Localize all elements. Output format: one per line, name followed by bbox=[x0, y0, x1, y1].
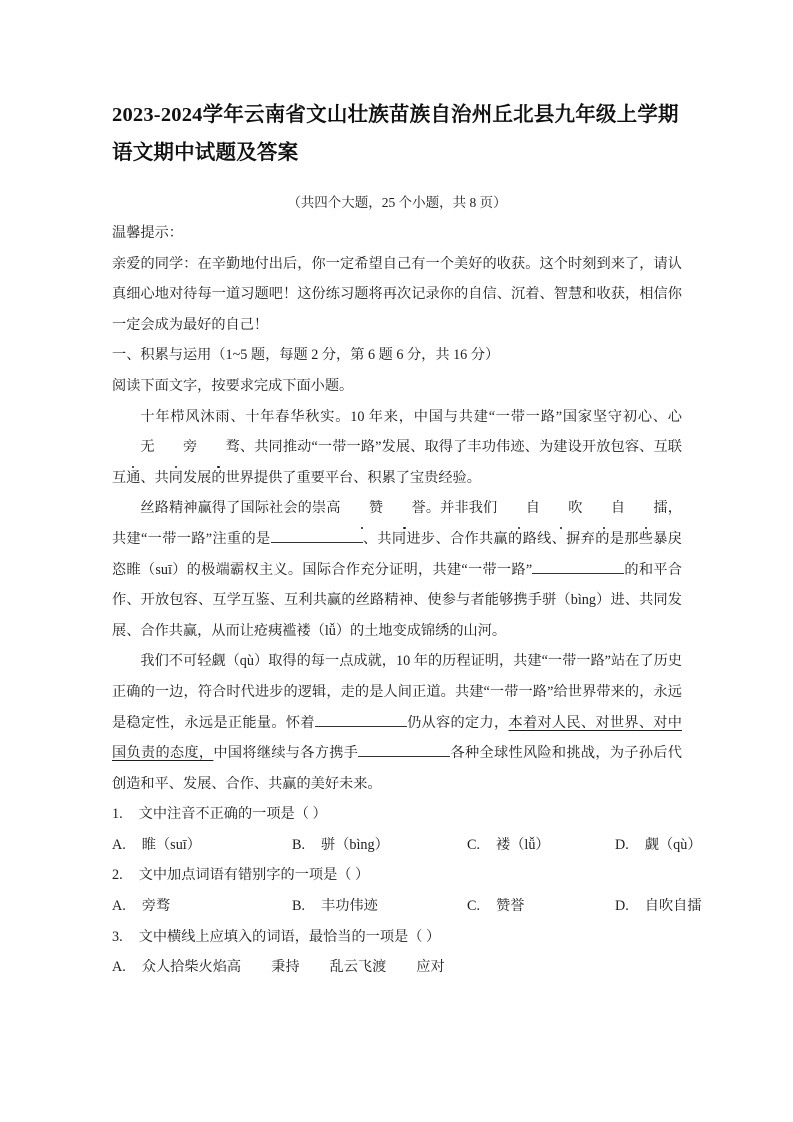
paper-subtitle: （共四个大题，25 个小题，共 8 页） bbox=[287, 195, 507, 210]
question-3-option-a[interactable] bbox=[112, 952, 682, 983]
passage-p2-emphasis-zanyu bbox=[341, 500, 426, 516]
option-label: D. bbox=[615, 836, 629, 853]
question-1-stem bbox=[112, 799, 682, 830]
question-1-option-c[interactable] bbox=[467, 830, 615, 861]
option-label: A. bbox=[112, 898, 126, 915]
option-text-1: 众人拾柴火焰高 bbox=[141, 959, 242, 976]
emphasis-dot-char: 赞 bbox=[341, 493, 384, 524]
question-1-option-a[interactable] bbox=[112, 830, 292, 861]
question-3-stem bbox=[112, 922, 682, 953]
question-1-option-b[interactable] bbox=[292, 830, 467, 861]
question-2-option-d[interactable] bbox=[615, 891, 702, 922]
passage-p2-part-a: 丝路精神赢得了国际社会的崇高 bbox=[140, 500, 341, 517]
passage-paragraph-3 bbox=[112, 646, 682, 799]
emphasis-dot-char: 旁 bbox=[155, 432, 198, 463]
passage-paragraph-2 bbox=[112, 493, 682, 646]
question-2-option-c[interactable] bbox=[467, 891, 615, 922]
question-2-stem bbox=[112, 860, 682, 891]
document-body bbox=[112, 96, 702, 983]
passage-p2-part-d: 、共同进步、合作共赢的路线、摒弃的是那些暴戾恣睢（suī）的极端霸权主义。国际合作充分证明，共建“一带一路” bbox=[112, 530, 682, 578]
blank-line-4[interactable] bbox=[358, 742, 450, 757]
tip-body: 亲爱的同学：在辛勤地付出后，你一定希望自己有一个美好的收获。这个时刻到来了，请认真细心地对待每一道习题吧！这份练习题将再次记录你的自信、沉着、智慧和收获，相信你一定会成为最好的自己！ bbox=[112, 255, 682, 333]
passage-p3-part-b: 仍从容的定力， bbox=[406, 714, 509, 731]
blank-line-2[interactable] bbox=[532, 558, 624, 573]
question-1-options bbox=[112, 830, 702, 861]
question-3-text: 文中横线上应填入的词语，最恰当的一项是（ ） bbox=[138, 928, 441, 945]
passage-p1-part-a: 十年栉风沐雨、十年春华秋实。10 年来，中国与共建“一带一路”国家坚守初心、心 bbox=[140, 408, 682, 425]
question-2-number: 2. bbox=[112, 867, 123, 884]
option-label: A. bbox=[112, 836, 126, 853]
emphasis-dot-char: 自 bbox=[583, 493, 626, 524]
question-2-options bbox=[112, 891, 702, 922]
option-label: B. bbox=[292, 836, 306, 853]
tip-label: 温馨提示： bbox=[112, 225, 183, 241]
emphasis-dot-char: 吹 bbox=[540, 493, 583, 524]
passage-p1-part-b: 、共同推动“一带一路”发展、取得了丰功伟迹、为建设开放包容、互联互通、共同发展的世界提供了重要平台、积累了宝贵经验。 bbox=[112, 439, 682, 486]
passage-p2-part-c: ，共建“一带一路”注重的是 bbox=[112, 500, 682, 547]
option-label: B. bbox=[292, 898, 306, 915]
reading-instruction: 阅读下面文字，按要求完成下面小题。 bbox=[112, 377, 354, 394]
passage-p2-part-e: 的和平合作、开放包容、互学互鉴、互利共赢的丝路精神、使参与者能够携手骈（bìng）进、共同发展、合作共赢，从而让疮痍褴褛（lǚ）的土地变成锦绣的山河。 bbox=[112, 561, 682, 639]
option-text: 骈（bìng） bbox=[321, 836, 389, 853]
option-text-3: 乱云飞渡 bbox=[329, 959, 387, 976]
option-text-2: 秉持 bbox=[271, 959, 300, 976]
passage-p3-part-a: 我们不可轻觑（qù）取得的每一点成就，10 年的历程证明，共建“一带一路”站在了历史正确的一边，符合时代进步的逻辑，走的是人间正道。共建“一带一路”给世界带来的，永远是稳定性，永远是正能量。怀着 bbox=[112, 653, 682, 731]
option-text: 自吹自擂 bbox=[644, 898, 702, 915]
passage-p3-underlined: 本着对人民、对世界、对中国负责的态度， bbox=[112, 714, 682, 762]
option-text: 丰功伟迹 bbox=[321, 898, 378, 915]
option-text: 睢（suī） bbox=[141, 836, 201, 853]
option-text: 褛（lǚ） bbox=[496, 836, 550, 853]
option-text: 赞誉 bbox=[496, 898, 525, 915]
option-text: 旁骛 bbox=[141, 898, 171, 915]
option-text-4: 应对 bbox=[416, 959, 445, 976]
option-label: A. bbox=[112, 959, 126, 976]
option-label: C. bbox=[467, 898, 481, 915]
question-1-option-d[interactable] bbox=[615, 830, 702, 861]
emphasis-dot-char: 誉 bbox=[383, 493, 426, 524]
passage-p3-part-c: 中国将继续与各方携手 bbox=[213, 745, 359, 762]
emphasis-dot-char: 无 bbox=[112, 432, 155, 463]
passage-p2-emphasis-zichuizilei bbox=[497, 500, 667, 516]
question-2-option-b[interactable] bbox=[292, 891, 467, 922]
section-one-heading: 一、积累与运用（1~5 题，每题 2 分，第 6 题 6 分，共 16 分） bbox=[112, 347, 500, 364]
passage-paragraph-1 bbox=[112, 402, 682, 494]
question-2-option-a[interactable] bbox=[112, 891, 292, 922]
emphasis-dot-char: 擂 bbox=[625, 493, 668, 524]
question-1-text: 文中注音不正确的一项是（ ） bbox=[138, 806, 327, 823]
page-title: 2023-2024学年云南省文山壮族苗族自治州丘北县九年级上学期语文期中试题及答案 bbox=[112, 104, 679, 164]
question-1-number: 1. bbox=[112, 806, 123, 823]
option-text: 觑（qù） bbox=[644, 836, 702, 853]
question-3-number: 3. bbox=[112, 928, 123, 945]
blank-line-3[interactable] bbox=[315, 711, 407, 726]
option-label: D. bbox=[615, 898, 629, 915]
passage-p1-emphasis bbox=[112, 439, 240, 455]
option-label: C. bbox=[467, 836, 481, 853]
question-2-text: 文中加点词语有错别字的一项是（ ） bbox=[138, 867, 370, 884]
blank-line-1[interactable] bbox=[271, 528, 363, 543]
passage-p2-part-b: 。并非我们 bbox=[425, 500, 498, 517]
emphasis-dot-char: 自 bbox=[497, 493, 540, 524]
passage-p3-part-d: 各种全球性风险和挑战，为子孙后代创造和平、发展、合作、共赢的美好未来。 bbox=[112, 745, 682, 792]
emphasis-dot-char: 骛 bbox=[197, 432, 240, 463]
